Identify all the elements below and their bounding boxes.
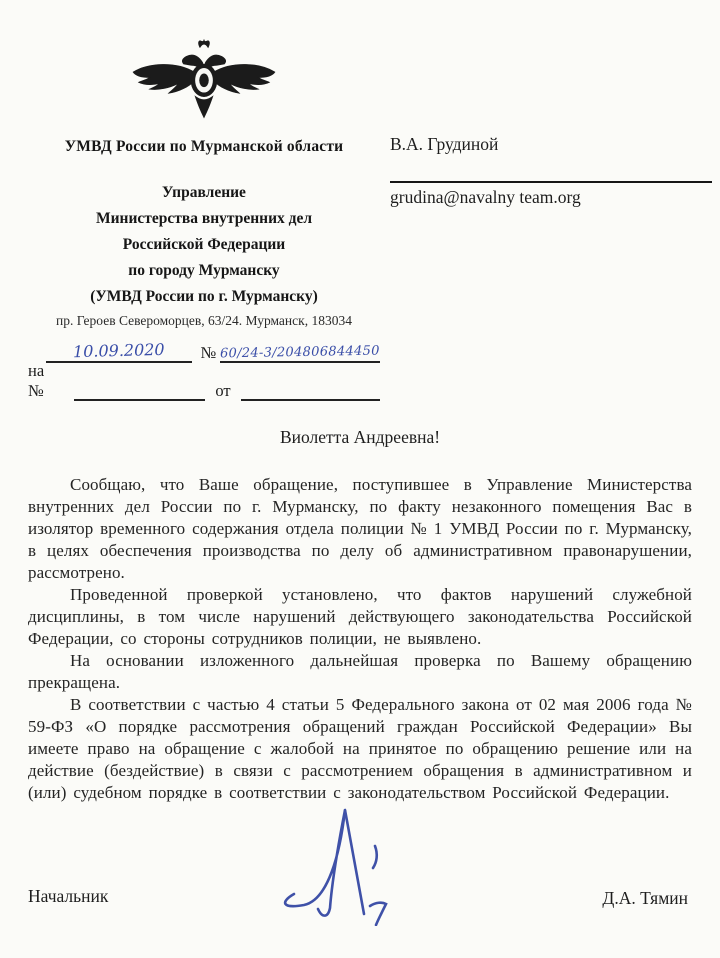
addressee-block [380,38,712,208]
addressee-email: grudina@navalny team.org [390,187,581,207]
signature-block [28,848,692,958]
org-line: Министерства внутренних дел [95,210,313,227]
salutation: Виолетта Андреевна! [279,427,441,447]
letterhead [28,38,380,401]
org-region-title: УМВД России по Мурманской области [64,138,344,155]
addressee-name: В.А. Грудиной [390,134,499,154]
signer-position-title: Начальник [28,886,109,906]
letter-header [28,38,692,401]
org-line: Управление [162,184,246,201]
paragraph: На основании изложенного дальнейшая проверка по Вашему обращению прекращена. [28,651,692,692]
date-blank-line [46,341,192,363]
handwritten-date: 10.09.2020 [73,339,166,362]
org-name-block [28,180,380,310]
org-line: (УМВД России по г. Мурманску) [90,288,318,305]
paragraph: Сообщаю, что Ваше обращение, поступившее в Управление Министерства внутренних дел России по г. Мурманску, по факту незаконного помещения Вас в изолятор временного содержания отдела полиции № 1 УМВД России по г. Мурманску, в целях обеспечения производства по делу об административном правонарушении, рассмотрено. [28,475,692,582]
addressee-divider [390,181,712,183]
paragraph: В соответствии с частью 4 статьи 5 Федерального закона от 02 мая 2006 года № 59-ФЗ «О порядке рассмотрения обращений граждан Российской Федерации» Вы имеете право на обращение с жалобой на принятое по обращению решение или на действие (бездействие) в связи с рассмотрением обращения в административном и (или) судебном порядке в соответствии с законодательством Российской Федерации. [28,695,692,802]
ref-from-label: от [215,381,231,400]
ref-no-label: на № [28,361,45,400]
signer-name: Д.А. Тямин [602,888,688,908]
number-blank-line [220,343,380,363]
handwritten-signature-icon [278,806,408,926]
ref-from-blank-line [241,399,380,401]
handwritten-number: 60/24-3/204806844450 [220,343,381,362]
mvd-double-headed-eagle-icon [129,38,279,128]
org-address: пр. Героев Североморцев, 63/24. Мурманск, 183034 [56,313,352,328]
number-sign-label: № [200,343,217,362]
paragraph: Проведенной проверкой установлено, что фактов нарушений служебной дисциплины, в том числе нарушений действующего законодательства Российской Федерации, со стороны сотрудников полиции, не выявлено. [28,585,692,648]
org-line: Российской Федерации [122,236,286,253]
letter-body [28,474,692,804]
org-line: по городу Мурманску [128,262,280,279]
date-number-row [28,331,380,363]
reference-row [28,361,380,401]
ref-no-blank-line [74,399,205,401]
